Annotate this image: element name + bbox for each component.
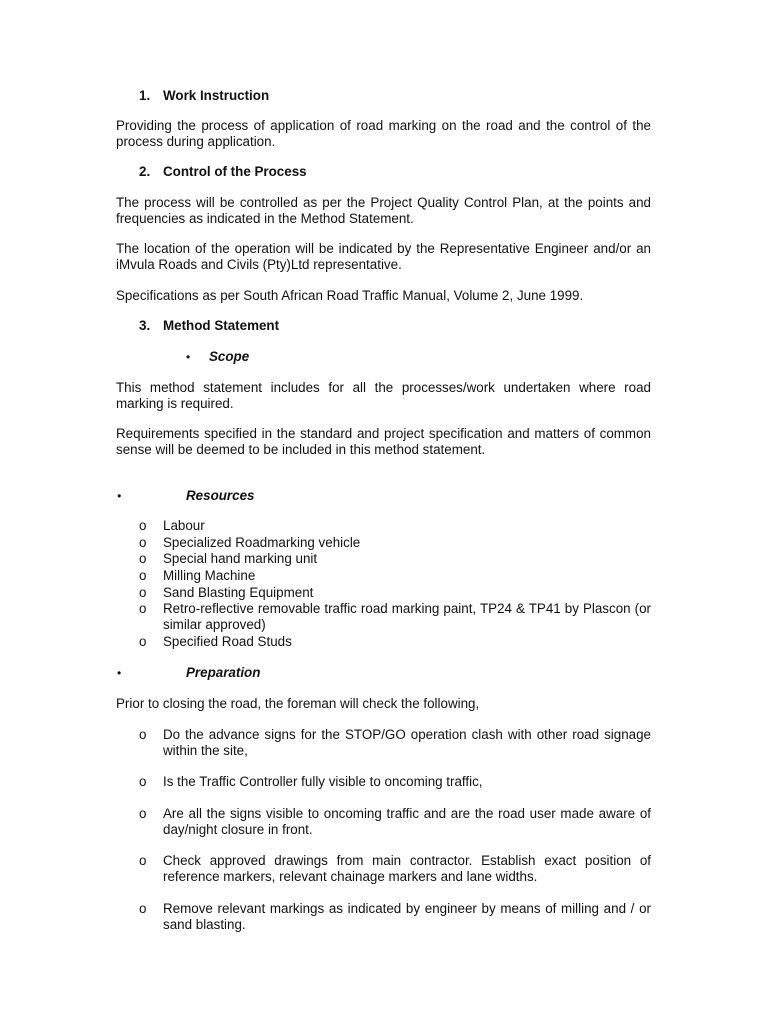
list-item [139,901,651,934]
section-number: 2. [139,164,151,179]
circle-bullet-icon: o [139,601,147,616]
section-title: Method Statement [163,318,280,333]
paragraph-prior-to-closing: Prior to closing the road, the foreman will check the following, [116,696,480,711]
list-item [139,518,651,534]
list-item [139,853,651,886]
section-heading-control-of-process [139,164,307,180]
list-item-text: Check approved drawings from main contractor. Establish exact position of reference markers, relevant chainage markers and lane widths. [163,853,651,885]
list-item [139,727,651,760]
list-item-text: Sand Blasting Equipment [163,585,314,600]
circle-bullet-icon: o [139,518,147,533]
circle-bullet-icon: o [139,634,147,649]
section-heading-method-statement [139,318,279,334]
circle-bullet-icon: o [139,535,147,550]
list-item-text: Do the advance signs for the STOP/GO operation clash with other road signage within the site, [163,727,651,759]
list-item-text: Remove relevant markings as indicated by engineer by means of milling and / or sand blasting. [163,901,651,933]
paragraph-specifications: Specifications as per South African Road Traffic Manual, Volume 2, June 1999. [116,288,584,303]
paragraph-requirements: Requirements specified in the standard and project specification and matters of common sense will be deemed to be included in this method statement. [116,426,651,458]
paragraph-work-instruction: Providing the process of application of road marking on the road and the control of the process during application. [116,118,651,150]
list-item [139,568,651,584]
list-item [139,535,651,551]
section-number: 1. [139,88,151,103]
list-item [139,806,651,839]
circle-bullet-icon: o [139,901,147,916]
list-item-text: Labour [163,518,205,533]
section-title: Work Instruction [163,88,270,103]
subheading-resources: Resources [186,488,255,503]
list-item-text: Milling Machine [163,568,256,583]
circle-bullet-icon: o [139,727,147,742]
circle-bullet-icon: o [139,551,147,566]
list-item [139,585,651,601]
subheading-scope: Scope [209,349,250,364]
circle-bullet-icon: o [139,568,147,583]
paragraph-location: The location of the operation will be indicated by the Representative Engineer and/or an iMvula Roads and Civils (Pty)Ltd representative. [116,241,651,273]
subheading-preparation: Preparation [186,665,261,680]
paragraph-scope: This method statement includes for all the processes/work undertaken where road marking is required. [116,380,651,412]
list-item [139,601,651,633]
circle-bullet-icon: o [139,853,147,868]
list-item-text: Specialized Roadmarking vehicle [163,535,361,550]
list-item-text: Retro-reflective removable traffic road marking paint, TP24 & TP41 by Plascon (or similar approved) [163,601,651,633]
paragraph-quality-control: The process will be controlled as per the Project Quality Control Plan, at the points and frequencies as indicated in the Method Statement. [116,195,651,227]
list-item-text: Are all the signs visible to oncoming traffic and are the road user made aware of day/night closure in front. [163,806,651,838]
section-title: Control of the Process [163,164,307,179]
circle-bullet-icon: o [139,806,147,821]
bullet-icon: • [186,350,191,364]
list-item-text: Is the Traffic Controller fully visible to oncoming traffic, [163,774,483,789]
bullet-icon: • [117,489,122,503]
list-item [139,634,651,650]
list-item [139,774,651,790]
circle-bullet-icon: o [139,774,147,789]
circle-bullet-icon: o [139,585,147,600]
list-item [139,551,651,567]
bullet-icon: • [117,666,122,680]
section-number: 3. [139,318,151,333]
section-heading-work-instruction [139,88,269,104]
list-item-text: Special hand marking unit [163,551,318,566]
list-item-text: Specified Road Studs [163,634,292,649]
